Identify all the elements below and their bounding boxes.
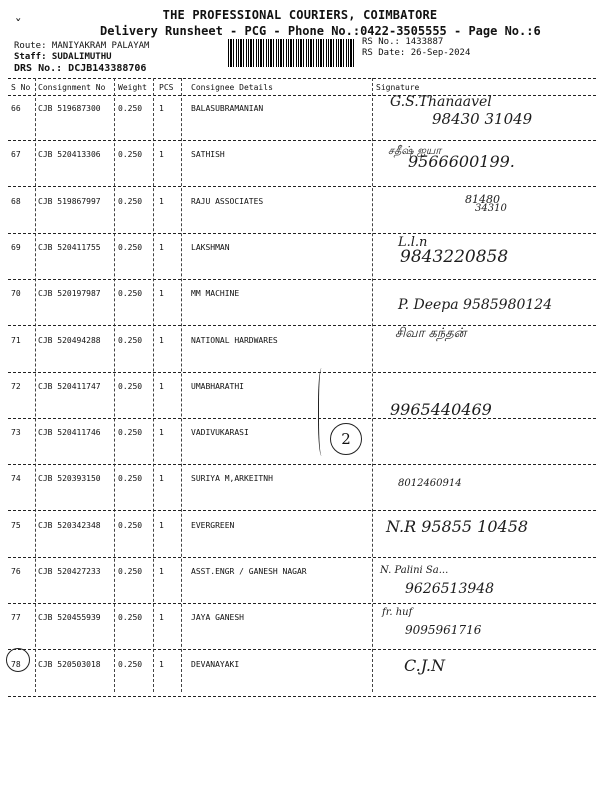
rs-date: RS Date: 26-Sep-2024	[362, 48, 471, 58]
row-pcs: 1	[159, 196, 164, 206]
pen-stroke	[318, 368, 327, 456]
row-consignment-no: CJB 520494288	[38, 335, 101, 345]
row-consignee: MM MACHINE	[191, 289, 240, 299]
row-signature: P. Deepa 9585980124	[398, 297, 553, 314]
row-pcs: 1	[159, 520, 164, 530]
row-signature: fr. huf	[382, 607, 413, 619]
row-consignee: JAYA GANESH	[191, 613, 244, 623]
row-divider	[8, 325, 596, 326]
row-divider	[8, 696, 596, 697]
row-pcs: 1	[159, 428, 164, 438]
row-pcs: 1	[159, 104, 164, 113]
route-label: Route: MANIYAKRAM PALAYAM	[14, 41, 150, 51]
header-weight: Weight	[118, 83, 147, 92]
row-consignment-no: CJB 520393150	[38, 474, 101, 484]
row-divider	[8, 418, 596, 419]
row-signature: N. Palini Sa...	[380, 565, 449, 576]
drs-number: DRS No.: DCJB143388706	[14, 63, 147, 74]
row-sno: 71	[11, 335, 21, 345]
row-weight: 0.250	[118, 381, 143, 391]
pen-mark: ˇ	[14, 18, 23, 34]
row-signature: 9843220858	[400, 246, 509, 267]
row-weight: 0.250	[118, 104, 143, 113]
row-signature: C.J.N	[404, 655, 446, 675]
row-weight: 0.250	[118, 474, 143, 484]
row-divider	[8, 186, 596, 187]
row-pcs: 1	[159, 335, 164, 345]
row-sno: 74	[11, 474, 21, 484]
column-divider	[153, 78, 154, 692]
row-signature: L.l.n	[398, 234, 428, 250]
table-top-rule	[8, 78, 596, 79]
row-sno: 67	[11, 150, 21, 160]
row-divider	[8, 372, 596, 373]
row-consignment-no: CJB 520197987	[38, 289, 101, 299]
row-signature: 9626513948	[405, 581, 495, 597]
row-pcs: 1	[159, 150, 164, 160]
row-weight: 0.250	[118, 150, 143, 160]
barcode-image	[228, 39, 356, 67]
row-sno: 76	[11, 567, 21, 576]
row-consignment-no: CJB 520413306	[38, 150, 101, 160]
row-signature: 98430 31049	[432, 110, 533, 128]
row-signature: சதீஷ் ஐயா	[388, 144, 442, 158]
row-divider	[8, 603, 596, 604]
row-consignment-no: CJB 519867997	[38, 196, 101, 206]
row-weight: 0.250	[118, 520, 143, 530]
row-consignment-no: CJB 519687300	[38, 104, 101, 113]
row-consignment-no: CJB 520427233	[38, 567, 101, 576]
row-pcs: 1	[159, 474, 164, 484]
row-signature: G.S.Thanaavel	[390, 94, 492, 110]
row-sno: 78	[11, 659, 21, 669]
row-sno: 66	[11, 104, 21, 113]
row-weight: 0.250	[118, 613, 143, 623]
row-sno: 77	[11, 613, 21, 623]
row-sno: 73	[11, 428, 21, 438]
table-header-rule	[8, 95, 596, 96]
row-consignee: NATIONAL HARDWARES	[191, 335, 278, 345]
row-pcs: 1	[159, 242, 164, 252]
row-divider	[8, 140, 596, 141]
row-weight: 0.250	[118, 428, 143, 438]
row-consignee: ASST.ENGR / GANESH NAGAR	[191, 567, 307, 576]
row-signature: 34310	[475, 202, 507, 214]
row-sno: 69	[11, 242, 21, 252]
row-consignment-no: CJB 520411755	[38, 242, 101, 252]
header-pcs: PCS	[159, 83, 174, 92]
row-consignee: SATHISH	[191, 150, 225, 160]
row-divider	[8, 649, 596, 650]
row-pcs: 1	[159, 567, 164, 576]
runsheet-subtitle: Delivery Runsheet - PCG - Phone No.:0422-3505555 - Page No.:6	[100, 24, 541, 38]
column-divider	[35, 78, 36, 692]
row-consignee: UMABHARATHI	[191, 381, 244, 391]
row-weight: 0.250	[118, 196, 143, 206]
row-consignment-no: CJB 520503018	[38, 659, 101, 669]
staff-label: Staff: SUDALIMUTHU	[14, 52, 112, 62]
company-title: THE PROFESSIONAL COURIERS, COIMBATORE	[162, 8, 438, 22]
row-sno: 68	[11, 196, 21, 206]
row-consignee: BALASUBRAMANIAN	[191, 104, 264, 113]
row-divider	[8, 233, 596, 234]
header-sno: S No	[11, 83, 31, 92]
row-pcs: 1	[159, 659, 164, 669]
row-consignment-no: CJB 520411746	[38, 428, 101, 438]
row-divider	[8, 464, 596, 465]
row-divider	[8, 557, 596, 558]
circled-count: 2	[330, 423, 362, 455]
row-consignment-no: CJB 520342348	[38, 520, 101, 530]
header-consignee: Consignee Details	[191, 83, 273, 92]
header-signature: Signature	[376, 83, 420, 92]
row-consignment-no: CJB 520411747	[38, 381, 101, 391]
row-signature: சிவா கந்தன்	[395, 325, 467, 341]
row-weight: 0.250	[118, 567, 143, 576]
header-consignment: Consignment No	[38, 83, 106, 92]
row-pcs: 1	[159, 289, 164, 299]
row-consignment-no: CJB 520455939	[38, 613, 101, 623]
row-sno: 72	[11, 381, 21, 391]
row-divider	[8, 510, 596, 511]
row-signature: 9965440469	[390, 399, 492, 419]
row-signature: 9566600199.	[408, 152, 515, 172]
row-consignee: SURIYA M,ARKEITNH	[191, 474, 273, 484]
row-consignee: RAJU ASSOCIATES	[191, 196, 264, 206]
row-pcs: 1	[159, 613, 164, 623]
row-sno: 70	[11, 289, 21, 299]
row-signature: N.R 95855 10458	[386, 516, 529, 536]
row-divider	[8, 279, 596, 280]
row-consignee: DEVANAYAKI	[191, 659, 240, 669]
row-weight: 0.250	[118, 659, 143, 669]
row-signature: 9095961716	[405, 623, 482, 638]
row-consignee: VADIVUKARASI	[191, 428, 249, 438]
row-weight: 0.250	[118, 335, 143, 345]
rs-number: RS No.: 1433887	[362, 37, 444, 47]
row-weight: 0.250	[118, 289, 143, 299]
row-weight: 0.250	[118, 242, 143, 252]
row-consignee: LAKSHMAN	[191, 242, 230, 252]
row-pcs: 1	[159, 381, 164, 391]
row-circle-mark	[6, 648, 30, 672]
row-signature: 81480	[465, 192, 500, 206]
column-divider	[372, 78, 373, 692]
column-divider	[114, 78, 115, 692]
row-consignee: EVERGREEN	[191, 520, 235, 530]
column-divider	[181, 78, 182, 692]
row-sno: 75	[11, 520, 21, 530]
row-signature: 8012460914	[398, 478, 462, 490]
